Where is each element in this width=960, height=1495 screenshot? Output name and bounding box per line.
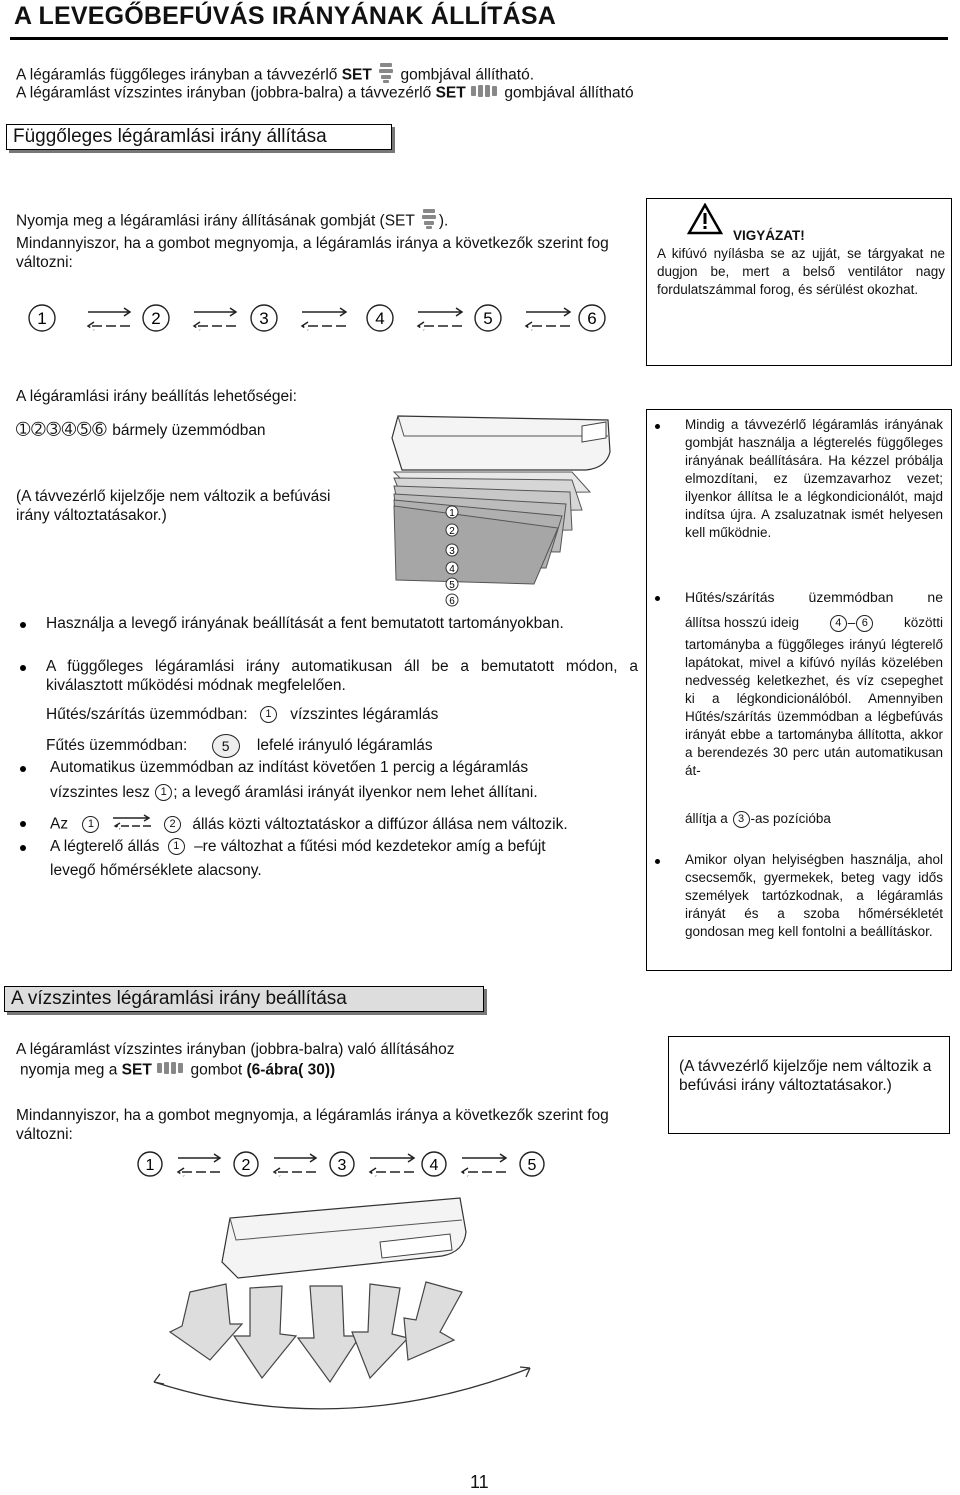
- horizontal-line-1: A légáramlást vízszintes irányban (jobbra-balra) való állításához: [16, 1041, 455, 1058]
- svg-text:4: 4: [375, 309, 385, 328]
- bullet-dot: [20, 665, 26, 671]
- heating-start-pre: A légterelő állás: [50, 838, 160, 855]
- cooling-label: Hűtés/szárítás üzemmódban:: [46, 706, 248, 723]
- options-line: [16, 420, 266, 440]
- cooling-value: vízszintes légáramlás: [290, 706, 439, 723]
- position-circle: 3: [733, 811, 750, 828]
- sequence-step: [367, 305, 393, 331]
- swap-arrows: [178, 1154, 220, 1176]
- diagram-position: 5: [449, 580, 455, 591]
- horizontal-section-heading: [4, 986, 484, 1012]
- horizontal-heading-text: A vízszintes légáramlási irány beállítása: [11, 988, 347, 1009]
- swap-arrows: [526, 308, 570, 330]
- bullet-auto-mode-2: [50, 783, 538, 802]
- diagram-position: 1: [449, 508, 455, 519]
- note-cooling-line1: Hűtés/szárítás üzemmódban ne: [685, 589, 943, 605]
- heating-label: Fűtés üzemmódban:: [46, 737, 188, 755]
- cooling-last-pre: állítja a: [685, 811, 728, 826]
- sequence-step: [520, 1152, 544, 1176]
- bullet-dot: [20, 821, 26, 827]
- sequence-step: [138, 1152, 162, 1176]
- intro-line-1-tail: gombjával állítható.: [396, 66, 535, 84]
- figure-reference: (6-ábra( 30)): [246, 1061, 336, 1079]
- page-number: 11: [470, 1472, 489, 1492]
- note-cooling-body: tartományba a függőleges irányú légterelő lapátokat, mivel a kifúvó nyílás közelében nedvesség keletkezhet, és víz csepeghet ki a légkondicionálóból. Amennyiben Hűtés/szárítás üzemmódban a légbefúvás irányát ebbe a tartományba állította, akkor a berendezés 30 perc után automatikusan át-: [685, 637, 943, 778]
- horizontal-line-2-mid: gombot: [186, 1061, 247, 1079]
- note-use-remote: Mindig a távvezérlő légáramlás irányának gombját használja a légterelés függőleges irányának beállítására. Ha kézzel próbálja elmozdítani, ez üzemzavarhoz vezet; ilyenkor állítsa le a légkondicionálót, majd indítsa újra. A zsaluzatnak ismét helyesen kell működnie.: [685, 417, 943, 540]
- swap-arrows: [462, 1154, 506, 1176]
- set-label: SET: [341, 66, 372, 84]
- swap-arrows: [370, 1154, 414, 1176]
- svg-text:2: 2: [241, 1157, 251, 1174]
- horizontal-each-time-text: Mindannyiszor, ha a gombot megnyomja, a légáramlás iránya a következők szerint fog változni:: [16, 1107, 609, 1143]
- bullet-dot: [655, 859, 660, 864]
- vertical-sequence: [26, 300, 626, 340]
- intro-line-1-text: A légáramlás függőleges irányban a távvezérlő: [16, 66, 342, 84]
- svg-text:5: 5: [483, 309, 493, 328]
- horizontal-swing-icon: [156, 1060, 186, 1081]
- warning-text: A kifúvó nyílásba se az ujját, se tárgyakat ne dugjon be, mert a belső ventilátor nagy fordulatszámmal forog, és sérülést okozhat.: [657, 246, 945, 297]
- intro-line-2-tail: gombjával állítható: [504, 84, 634, 102]
- swap-arrows: [88, 308, 130, 330]
- any-mode-text: bármely üzemmódban: [112, 422, 266, 439]
- bullet-dot: [655, 424, 660, 429]
- press-pre: Nyomja meg a légáramlási irány állításának gombját (SET: [16, 212, 419, 230]
- swap-arrows: [302, 308, 346, 330]
- bullet-dot: [20, 622, 26, 628]
- position-circle: 5: [212, 734, 240, 758]
- note-cooling-line2: [685, 614, 943, 632]
- ac-horizontal-diagram: [130, 1192, 550, 1432]
- ac-vertical-diagram: [376, 408, 632, 608]
- horizontal-note-box: [668, 1036, 950, 1134]
- bullet-dot: [20, 766, 26, 772]
- svg-text:1: 1: [37, 309, 47, 328]
- vertical-section-heading: [6, 124, 392, 150]
- vertical-heading-text: Függőleges légáramlási irány állítása: [13, 126, 327, 147]
- sequence-step: [422, 1152, 446, 1176]
- horizontal-note-text: (A távvezérlő kijelzője nem változik a befúvási irány változtatásakor.): [679, 1058, 932, 1094]
- position-circle: 1: [168, 838, 185, 855]
- position-circle: 1: [155, 784, 172, 801]
- position-circle: 1: [82, 816, 99, 833]
- options-heading: A légáramlási irány beállítás lehetőségei:: [16, 388, 297, 405]
- bullet-heating-start-1: [50, 837, 546, 856]
- sequence-step: [579, 305, 605, 331]
- set-label: SET: [121, 1061, 152, 1079]
- svg-text:3: 3: [259, 309, 269, 328]
- press-post: ).: [438, 212, 449, 230]
- diagram-position: 3: [449, 546, 455, 557]
- svg-text:1: 1: [145, 1157, 155, 1174]
- position-circle: 1: [260, 706, 277, 723]
- position-circle: 4: [830, 615, 847, 632]
- warning-triangle-icon: [687, 203, 723, 240]
- sequence-step: [234, 1152, 258, 1176]
- warning-box: [646, 198, 952, 366]
- set-label: SET: [435, 84, 466, 102]
- diffuser-post: állás közti változtatáskor a diffúzor állása nem változik.: [192, 815, 568, 833]
- horizontal-sequence: [134, 1148, 574, 1184]
- svg-text:2: 2: [151, 309, 161, 328]
- swap-arrows: [194, 308, 236, 330]
- vertical-swing-icon: [419, 208, 439, 235]
- svg-text:4: 4: [429, 1157, 439, 1174]
- horizontal-swing-icon: [470, 83, 500, 104]
- cooling-range-pre: állítsa hosszú ideig: [685, 615, 800, 630]
- bullet-use-range: Használja a levegő irányának beállítását a fent bemutatott tartományokban.: [46, 615, 564, 632]
- cooling-range: 4 – 6: [829, 614, 875, 632]
- vertical-press-text: [16, 208, 636, 235]
- page-title: A LEVEGŐBEFÚVÁS IRÁNYÁNAK ÁLLÍTÁSA: [14, 2, 557, 30]
- vertical-each-time-text: Mindannyiszor, ha a gombot megnyomja, a légáramlás iránya a következők szerint fog változni:: [16, 235, 609, 271]
- bullet-auto-direction: A függőleges légáramlási irány automatikusan áll be a bemutatott módon, a kiválasztott működési módnak megfelelően.: [46, 658, 638, 694]
- sequence-step: [475, 305, 501, 331]
- heating-value: lefelé irányuló légáramlás: [256, 737, 433, 755]
- warning-title: VIGYÁZAT!: [733, 228, 805, 243]
- position-circle: 6: [856, 615, 873, 632]
- diagram-position: 4: [449, 564, 455, 575]
- swap-arrows: [274, 1154, 316, 1176]
- sequence-step: [29, 305, 55, 331]
- diagram-position: 2: [449, 526, 455, 537]
- note-sensitive-people: Amikor olyan helyiségben használja, ahol csecsemők, gyermekek, beteg vagy idős személyek tartózkodnak, a légáramlás irányát és a szoba hőmérsékletét gondosan meg kell fontolni a beállításkor.: [685, 852, 943, 939]
- position-symbols: ➀➁➂➃➄➅: [16, 420, 108, 439]
- swap-arrows: [418, 308, 462, 330]
- sequence-step: [143, 305, 169, 331]
- diagram-position: 6: [449, 596, 455, 607]
- bullet-dot: [655, 596, 660, 601]
- svg-text:3: 3: [337, 1157, 347, 1174]
- display-note: (A távvezérlő kijelzője nem változik a befúvási irány változtatásakor.): [16, 488, 331, 524]
- cooling-range-post: közötti: [903, 615, 943, 630]
- title-rule: [10, 37, 948, 40]
- bullet-heating-start-2: levegő hőmérséklete alacsony.: [50, 862, 262, 879]
- svg-text:5: 5: [527, 1157, 537, 1174]
- cooling-last-post: -as pozícióba: [750, 811, 831, 826]
- sequence-step: [330, 1152, 354, 1176]
- diffuser-pre: Az: [50, 815, 69, 833]
- right-notes-box: [646, 409, 952, 971]
- intro-line-2: [16, 83, 634, 104]
- note-cooling-last: [685, 810, 831, 828]
- cooling-mode-line: [46, 705, 438, 724]
- bullet-dot: [20, 845, 26, 851]
- sequence-step: [251, 305, 277, 331]
- bullet-auto-mode-1: Automatikus üzemmódban az indítást követően 1 percig a légáramlás: [50, 759, 529, 776]
- auto-mode-pre: vízszintes lesz: [50, 784, 150, 801]
- horizontal-line-2: [20, 1060, 335, 1081]
- svg-text:6: 6: [587, 309, 597, 328]
- intro-line-2-text: A légáramlást vízszintes irányban (jobbra-balra) a távvezérlő: [16, 84, 436, 102]
- position-circle: 2: [164, 816, 181, 833]
- horizontal-line-2-pre: nyomja meg a: [20, 1061, 122, 1079]
- swap-arrows-icon: [111, 813, 153, 836]
- heating-start-post: –re változhat a fűtési mód kezdetekor amíg a befújt: [194, 838, 546, 855]
- bullet-diffuser: [50, 813, 568, 836]
- heating-mode-line: [46, 734, 433, 758]
- auto-mode-post: ; a levegő áramlási irányát ilyenkor nem lehet állítani.: [173, 784, 538, 801]
